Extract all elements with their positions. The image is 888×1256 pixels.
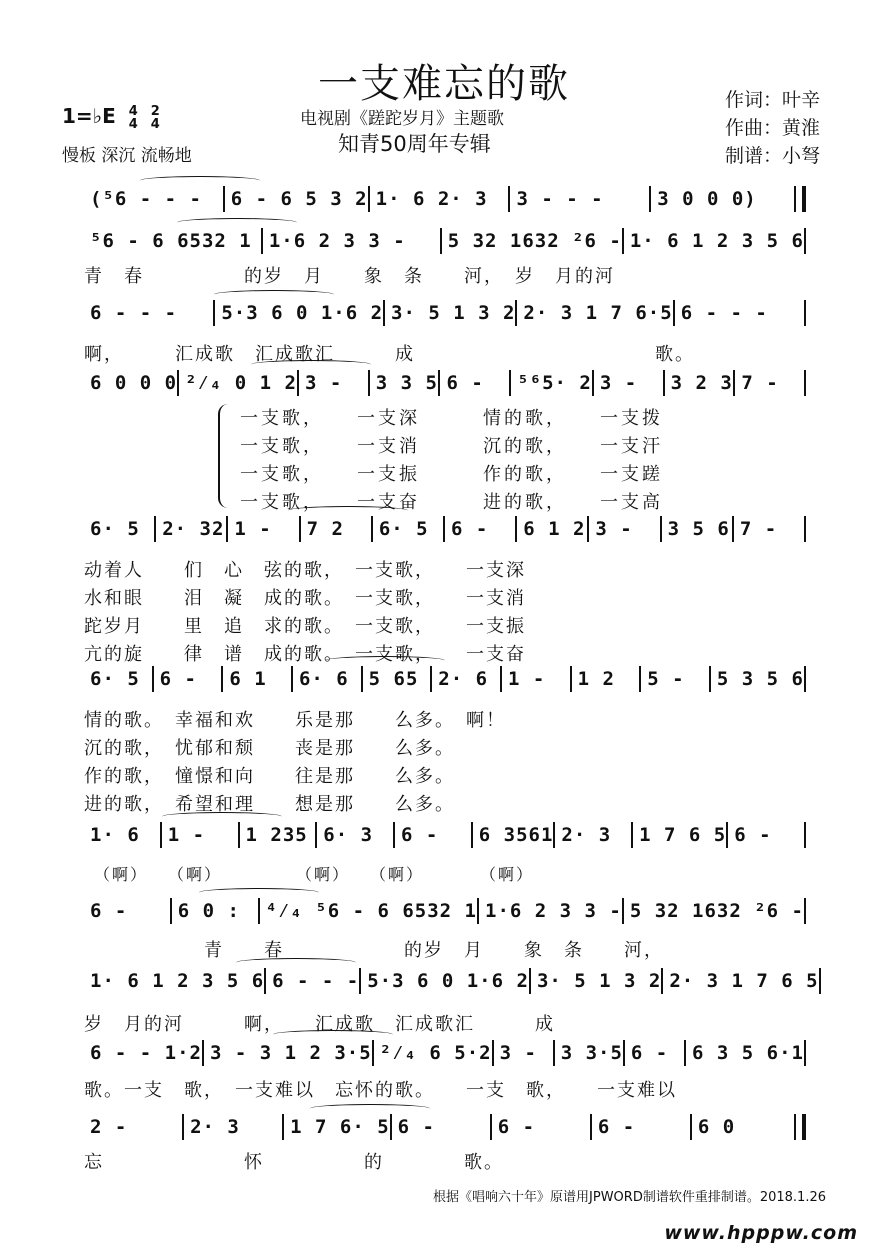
- lyric-line-10: 歌。一支 歌， 一支难以 忘怀的歌。 一支 歌， 一支难以: [84, 1080, 677, 1101]
- verse-line: 进的歌， 希望和理 想是那 么多。: [84, 794, 455, 815]
- measure: 3 -: [305, 372, 343, 394]
- measure: 6 3 5 6·1: [692, 1042, 804, 1064]
- barline: [804, 370, 806, 396]
- lyric-line-2: 啊， 汇成歌 汇成歌汇 成 歌。: [84, 344, 695, 365]
- verse-line: 跎岁月 里 追 求的歌。 一支歌， 一支振: [84, 616, 526, 637]
- measure: 1 -: [167, 824, 206, 846]
- barline: [804, 1040, 806, 1066]
- lyric-line-9: 岁 月的河 啊， 汇成歌 汇成歌汇 成: [84, 1014, 555, 1035]
- notation-row: [84, 516, 806, 542]
- repeat-barline: [794, 186, 806, 212]
- measure: 6· 3: [323, 824, 374, 846]
- notation-row: [84, 666, 806, 692]
- ah-line: （啊） （啊） （啊） （啊） （啊）: [84, 865, 535, 884]
- time-signature-1: 4 4: [128, 103, 138, 132]
- measure: 6· 5: [90, 668, 140, 690]
- song-title: 一支难忘的歌: [318, 61, 570, 107]
- measure: 1· 6 1 2 3 5 6: [90, 970, 265, 992]
- notation-row: [84, 186, 806, 212]
- notation-row: [84, 300, 806, 326]
- measure: 6· 6: [298, 668, 349, 690]
- slur: [199, 888, 319, 897]
- measure: 5 32 1632 ²6 -: [447, 230, 622, 252]
- measure: 1· 6 1 2 3 5 6: [629, 230, 804, 252]
- measure: 5 32 1632 ²6 -: [629, 900, 804, 922]
- measure: 6 -: [446, 372, 484, 394]
- notation-row: [84, 1114, 806, 1140]
- notation-row: [84, 822, 806, 848]
- measure: 3· 5 1 3 2: [391, 302, 516, 324]
- measure: 6 1 2: [523, 518, 586, 540]
- album-name: 知青50周年专辑: [338, 132, 491, 156]
- measure: 3 -: [599, 372, 638, 394]
- measure: 3 5 6: [667, 518, 730, 540]
- measure: 6· 5: [90, 518, 140, 540]
- measure: 3 0 0 0): [657, 188, 757, 210]
- measure: 1 2: [577, 668, 615, 690]
- measure: 1·6 2 3 3 -: [268, 230, 406, 252]
- measure: 2· 6: [438, 668, 489, 690]
- verse-brace: [218, 404, 234, 508]
- measure: ²⁄₄ 6 5·2: [379, 1041, 492, 1064]
- credits: [725, 86, 820, 170]
- slur: [214, 290, 334, 299]
- verse-line: 一支歌， 一支深 情的歌， 一支拨: [240, 408, 663, 429]
- measure: 6 - - -: [90, 302, 178, 324]
- measure: ²⁄₄ 0 1 2: [185, 371, 297, 394]
- footer-note: 根据《唱响六十年》原谱用JPWORD制谱软件重排制谱。2018.1.26: [433, 1190, 826, 1205]
- measure: 6 1: [229, 668, 267, 690]
- measure: 6 3561: [478, 824, 554, 846]
- lyricist: 作词：叶辛: [724, 89, 820, 111]
- measure: 6 - - -: [272, 970, 360, 992]
- measure: 5 65: [368, 668, 419, 690]
- measure: 1· 6: [90, 824, 140, 846]
- verse-line: 一支歌， 一支振 作的歌， 一支蹉: [240, 464, 663, 485]
- composer: 作曲：黄淮: [724, 117, 820, 139]
- measure: 7 2: [306, 518, 344, 540]
- measure: ⁵6 - 6 6532 1: [90, 230, 252, 252]
- notation-row: [84, 370, 806, 396]
- lyric-line-11: 忘 怀 的 歌。: [84, 1152, 504, 1173]
- measure: 3 -: [499, 1042, 537, 1064]
- measure: 3 - 3 1 2 3·5: [209, 1042, 372, 1064]
- arranger: 制谱：小弩: [724, 145, 820, 167]
- measure: 6 - - -: [680, 302, 768, 324]
- measure: 2· 3 1 7 6 5: [669, 970, 819, 992]
- measure: 5 3 5 6: [716, 668, 804, 690]
- verse-line: 水和眼 泪 凝 成的歌。 一支歌， 一支消: [84, 588, 526, 609]
- measure: 7 -: [741, 372, 779, 394]
- barline: [819, 968, 821, 994]
- barline: [804, 898, 806, 924]
- measure: 2· 3: [190, 1116, 240, 1138]
- measure: ⁵⁶5· 2: [517, 372, 592, 394]
- measure: 6 -: [630, 1042, 669, 1064]
- measure: 6 -: [397, 1116, 435, 1138]
- final-barline: [794, 1114, 806, 1140]
- measure: 3· 5 1 3 2: [536, 970, 662, 992]
- measure: 1 235: [245, 824, 308, 846]
- measure: 3 - - -: [516, 188, 604, 210]
- verse-line: 亢的旋 律 谱 成的歌。 一支歌， 一支奋: [84, 644, 526, 665]
- verse-line: 作的歌， 憧憬和向 往是那 么多。: [84, 766, 455, 787]
- measure: ⁴⁄₄ ⁵6 - 6 6532 1: [265, 899, 477, 922]
- notation-row: [84, 228, 806, 254]
- verse-line: 沉的歌， 忧郁和颓 丧是那 么多。: [84, 738, 455, 759]
- slur: [177, 218, 297, 227]
- measure: 6 -: [497, 1116, 536, 1138]
- measure: 1· 6 2· 3: [375, 188, 488, 210]
- barline: [804, 516, 806, 542]
- time-signature-2: 2 4: [150, 103, 160, 132]
- site-watermark: www.hpppw.com: [664, 1222, 858, 1244]
- barline: [804, 822, 806, 848]
- measure: 5·3 6 0 1·6 2: [221, 302, 384, 324]
- slur: [140, 176, 260, 185]
- slur: [310, 1104, 430, 1113]
- key-label: 1=♭E: [62, 104, 116, 128]
- measure: 1 -: [507, 668, 546, 690]
- notation-row: [84, 968, 819, 994]
- notation-row: [84, 1040, 806, 1066]
- measure: 6 - - 1·2: [90, 1042, 202, 1064]
- measure: 6 -: [159, 668, 197, 690]
- measure: 6 0: [697, 1116, 736, 1138]
- measure: 1 7 6 5: [639, 824, 727, 846]
- measure: 3 3·5: [560, 1042, 623, 1064]
- measure: 6 0 0 0: [90, 372, 178, 394]
- measure: 6 -: [451, 518, 489, 540]
- measure: 3 -: [595, 518, 633, 540]
- measure: (⁵6 - - -: [90, 188, 202, 210]
- measure: 2· 3: [561, 824, 612, 846]
- measure: 6 -: [401, 824, 439, 846]
- tempo-marking: 慢板 深沉 流畅地: [62, 146, 192, 166]
- measure: 6 0 :: [177, 900, 240, 922]
- measure: 3 2 3: [670, 372, 733, 394]
- verse-line: 情的歌。 幸福和欢 乐是那 么多。 啊！: [84, 710, 506, 731]
- measure: 6 -: [597, 1116, 636, 1138]
- measure: 2 -: [90, 1116, 128, 1138]
- measure: 6 -: [90, 900, 128, 922]
- measure: 5 -: [647, 668, 685, 690]
- measure: 2· 32: [162, 518, 225, 540]
- lyric-line-1: 青 春 的岁 月 象 条 河， 岁 月的河: [84, 266, 615, 287]
- measure: 6 - 6 5 3 2: [230, 188, 368, 210]
- measure: 7 -: [739, 518, 778, 540]
- song-subtitle: 电视剧《蹉跎岁月》主题歌: [300, 109, 504, 129]
- barline: [804, 228, 806, 254]
- lyric-line-8: 青 春 的岁 月 象 条 河，: [84, 940, 664, 961]
- barline: [804, 666, 806, 692]
- measure: 2· 3 1 7 6·5: [523, 302, 673, 324]
- verse-line: 一支歌， 一支消 沉的歌， 一支汗: [240, 436, 663, 457]
- measure: 6 -: [734, 824, 772, 846]
- barline: [804, 300, 806, 326]
- verse-line: 动着人 们 心 弦的歌， 一支歌， 一支深: [84, 560, 526, 581]
- measure: 3 3 5: [375, 372, 438, 394]
- measure: 1 -: [234, 518, 272, 540]
- verse-line: 一支歌， 一支奋 进的歌， 一支高: [240, 492, 663, 513]
- key-signature: [62, 104, 160, 131]
- measure: 1 7 6· 5: [290, 1116, 390, 1138]
- measure: 5·3 6 0 1·6 2: [367, 970, 529, 992]
- notation-row: [84, 898, 806, 924]
- measure: 6· 5: [378, 518, 429, 540]
- measure: 1·6 2 3 3 -: [485, 900, 622, 922]
